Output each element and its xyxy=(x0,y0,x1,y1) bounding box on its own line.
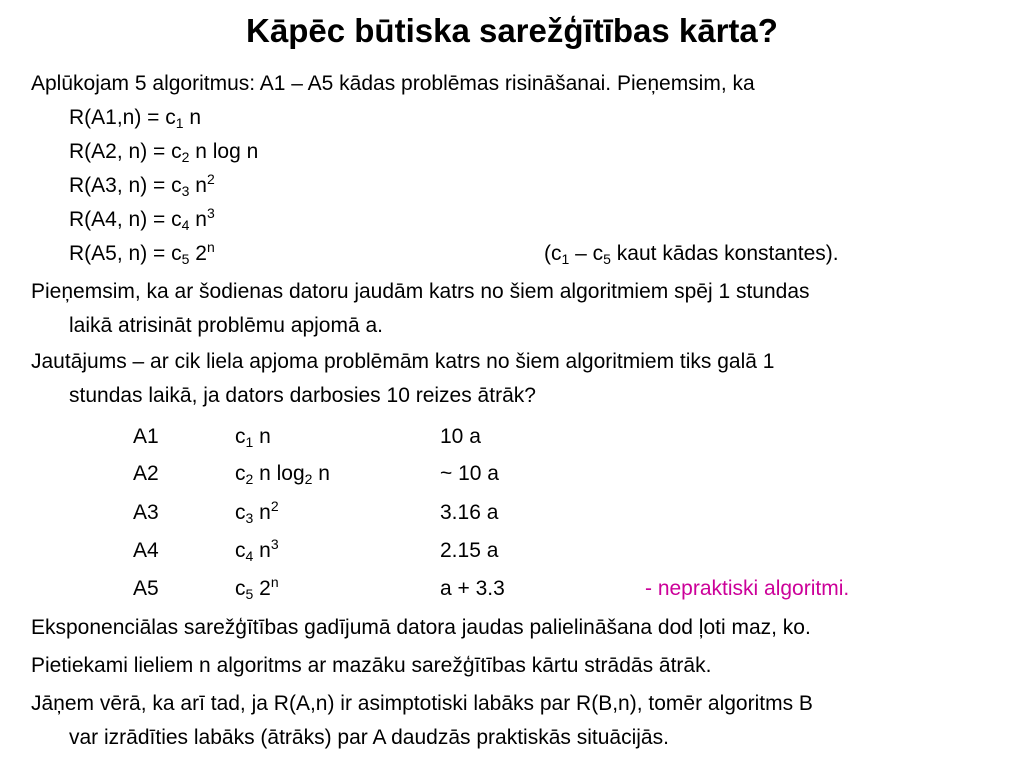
table-row-alg: A2 xyxy=(133,462,159,485)
formula-a3: R(A3, $n) = c_3$ $n^2$ xyxy=(69,171,215,199)
impractical-remark: - nepraktiski algoritmi. xyxy=(645,577,850,600)
table-row-complexity: $c_4$ $n^3$ xyxy=(235,536,279,564)
table-row-result: 2.15 a xyxy=(440,539,499,562)
table-row-complexity: $c_3$ $n^2$ xyxy=(235,498,279,526)
paragraph-3-line-2: stundas laikā, ja dators darbosies 10 reizes ātrāk? xyxy=(69,384,536,407)
formula-a1: $R(A1,n) = c_1$ n xyxy=(69,106,202,131)
conclusion-3-line-1: Jāņem vērā, ka arī tad, ja R(A,n) ir asimptotiski labāks par R(B,n), tomēr algoritms B xyxy=(31,692,813,715)
formula-a5: R(A5, $n) = c_5$ 2$^n$ xyxy=(69,239,215,267)
formula-a4: R(A4, $n) = c_4$ $n^3$ xyxy=(69,205,215,233)
table-row-alg: A5 xyxy=(133,577,159,600)
paragraph-2-line-1: Pieņemsim, ka ar šodienas datoru jaudām katrs no šiem algoritmiem spēj 1 stundas xyxy=(31,280,810,303)
paragraph-2-line-2: laikā atrisināt problēmu apjomā a. xyxy=(69,314,383,337)
formula-a2: R(A2, $n) = c_2$ n log n xyxy=(69,140,259,165)
table-row-result: ~ 10 a xyxy=(440,462,499,485)
table-row-alg: A3 xyxy=(133,501,159,524)
table-row-alg: A4 xyxy=(133,539,159,562)
table-row-result: a + 3.3 xyxy=(440,577,505,600)
intro-text: Aplūkojam 5 algoritmus: A1 – A5 kādas problēmas risināšanai. Pieņemsim, ka xyxy=(31,72,755,95)
conclusion-2: Pietiekami lieliem n algoritms ar mazāku sarežģītības kārtu strādās ātrāk. xyxy=(31,654,712,677)
constants-note: ($c_1 - c_5$ kaut kādas konstantes). xyxy=(544,242,839,267)
conclusion-3-line-2: var izrādīties labāks (ātrāks) par A daudzās praktiskās situācijās. xyxy=(69,726,669,749)
conclusion-1: Eksponenciālas sarežģītības gadījumā datora jaudas palielināšana dod ļoti maz, ko. xyxy=(31,616,811,639)
table-row-result: 3.16 a xyxy=(440,501,499,524)
table-row-alg: A1 xyxy=(133,425,159,448)
slide-title: Kāpēc būtiska sarežģītības kārta? xyxy=(246,12,778,49)
table-row-complexity: $c_1$ n xyxy=(235,425,271,450)
table-row-complexity: $c_5$ 2$^n$ xyxy=(235,574,279,602)
table-row-result: 10 a xyxy=(440,425,481,448)
table-row-complexity: $c_2$ n $\log_2 n$ xyxy=(235,462,330,487)
paragraph-3-line-1: Jautājums – ar cik liela apjoma problēmām katrs no šiem algoritmiem tiks galā 1 xyxy=(31,350,775,373)
